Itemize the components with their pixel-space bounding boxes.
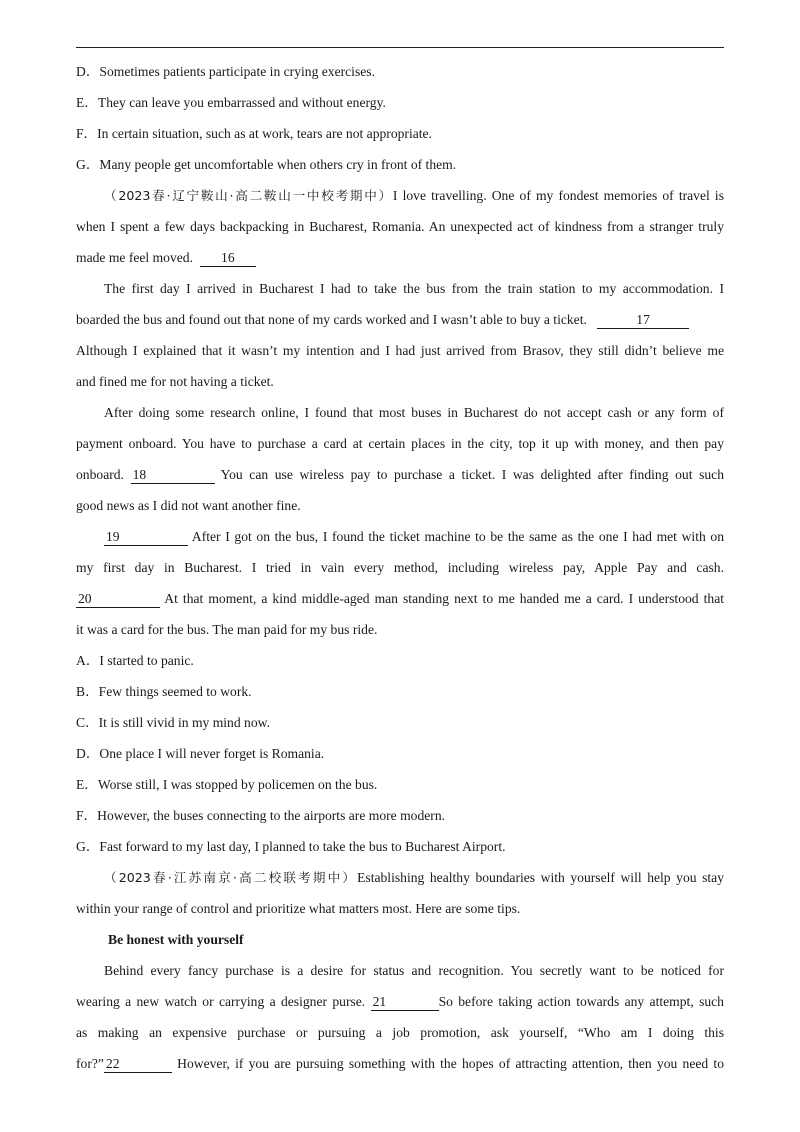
option-e: E．Worse still, I was stopped by policemen on the bus. [76,777,378,792]
passage3-intro-line2: within your range of control and prioritize what matters most. Here are some tips. [76,901,521,916]
passage2-para3-line4: good news as I did not want another fine. [76,498,301,513]
passage3-source: （2023春·江苏南京·高二校联考期中） [104,870,358,885]
option-c: C．It is still vivid in my mind now. [76,715,270,730]
option-d: D．One place I will never forget is Romania. [76,746,325,761]
header-rule [76,47,724,48]
passage3-para2-line1: Behind every fancy purchase is a desire for status and recognition. You secretly want to be noticed for [104,963,724,978]
option-a: A．I started to panic. [76,653,194,668]
passage2-para4-line3: 20 At that moment, a kind middle-aged man standing next to me handed me a card. I understood that [78,591,725,606]
passage3-para2-line3: as making an expensive purchase or pursuing a job promotion, ask yourself, “Who am I doing this [76,1025,724,1040]
option-d: D．Sometimes patients participate in crying exercises. [76,64,375,79]
passage2-para2-line1: The first day I arrived in Bucharest I had to take the bus from the train station to my accommodation. I [104,281,724,296]
blank-17[interactable]: 17 [597,311,689,329]
passage3-para2-line2: wearing a new watch or carrying a designer purse. 21 So before taking action towards any attempt, such [76,994,724,1009]
option-g: G．Fast forward to my last day, I planned to take the bus to Bucharest Airport. [76,839,506,854]
passage2-intro-line2: when I spent a few days backpacking in Bucharest, Romania. An unexpected act of kindness from a stranger truly [76,219,724,234]
passage2-para3-line2: payment onboard. You have to purchase a card at certain places in the city, top it up with money, and then pay [76,436,724,451]
passage2-source: （2023春·辽宁鞍山·高二鞍山一中校考期中） [104,188,393,203]
option-f: F．However, the buses connecting to the airports are more modern. [76,808,446,823]
passage2-para4-line4: it was a card for the bus. The man paid for my bus ride. [76,622,378,637]
blank-18[interactable]: 18 [131,466,215,484]
blank-16[interactable]: 16 [200,249,256,267]
passage3-para2-line4: for?” 22 However, if you are pursuing something with the hopes of attracting attention, then you need to [76,1056,724,1071]
passage2-para3-line1: After doing some research online, I found that most buses in Bucharest do not accept cash or any form of [104,405,724,420]
passage2-para2-line2: boarded the bus and found out that none of my cards worked and I wasn’t able to buy a ticket. 17 [76,304,724,335]
passage2-para4-line1: 19 After I got on the bus, I found the ticket machine to be the same as the one I had met with on [106,529,725,544]
blank-20[interactable]: 20 [76,590,160,608]
passage2-para2-line3: Although I explained that it wasn’t my intention and I had just arrived from Brasov, they still didn’t believe me [76,343,724,358]
blank-22[interactable]: 22 [104,1055,172,1073]
option-f: F．In certain situation, such as at work, tears are not appropriate. [76,126,432,141]
blank-19[interactable]: 19 [104,528,188,546]
blank-21[interactable]: 21 [371,993,439,1011]
option-g: G．Many people get uncomfortable when others cry in front of them. [76,157,457,172]
passage2-intro-line3: made me feel moved. 16 [76,242,724,273]
document-body [76,56,724,1079]
passage2-para4-line2: my first day in Bucharest. I tried in vain every method, including wireless pay, Apple Pay and cash. [76,560,724,575]
passage2-intro-line1: （2023春·辽宁鞍山·高二鞍山一中校考期中）I love travelling. One of my fondest memories of travel is [104,188,724,203]
option-b: B．Few things seemed to work. [76,684,252,699]
section-heading: Be honest with yourself [108,932,244,947]
option-e: E．They can leave you embarrassed and without energy. [76,95,386,110]
passage3-intro-line1: （2023春·江苏南京·高二校联考期中）Establishing healthy boundaries with yourself will help you stay [104,870,725,885]
passage2-para3-line3: onboard. 18 You can use wireless pay to purchase a ticket. I was delighted after finding out such [76,467,724,482]
passage2-para2-line4: and fined me for not having a ticket. [76,374,274,389]
